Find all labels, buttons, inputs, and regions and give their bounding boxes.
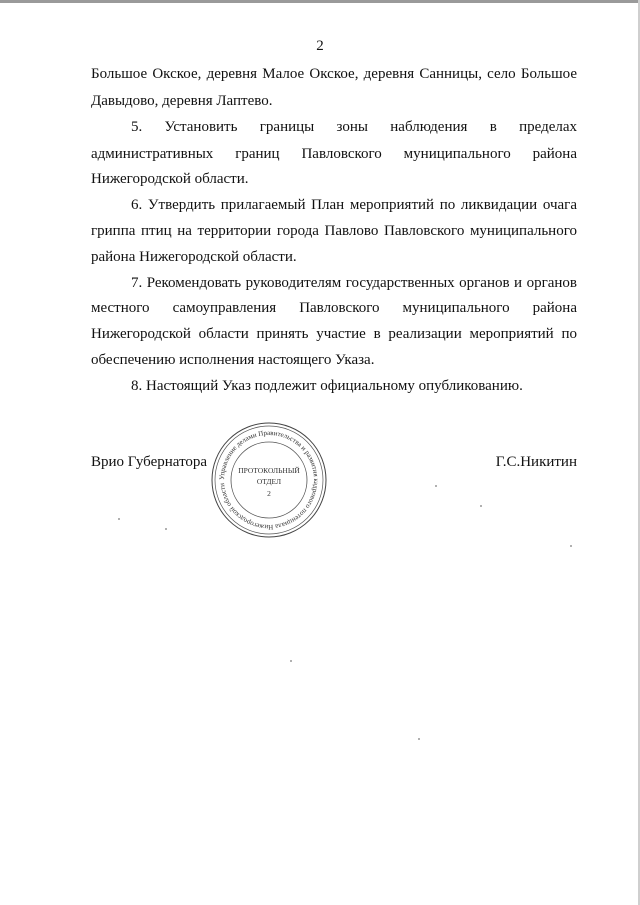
stamp-ring-text: Управление делами Правительства и развития кадрового потенциала Нижегородской области <box>217 428 321 532</box>
scan-speck <box>480 505 482 507</box>
scan-speck <box>118 518 120 520</box>
scan-speck <box>165 528 167 530</box>
stamp-center-line2: ОТДЕЛ <box>256 477 282 486</box>
text-line: Давыдово, деревня Лаптево. <box>91 93 273 109</box>
item-7-line: 7. Рекомендовать руководителям государственных органов и органов <box>131 275 577 291</box>
scan-speck <box>435 485 437 487</box>
scan-speck <box>570 545 572 547</box>
text-line: обеспечению исполнения настоящего Указа. <box>91 352 375 368</box>
text-line: местного самоуправления Павловского муниципального района <box>91 300 577 316</box>
text-line: района Нижегородской области. <box>91 249 297 265</box>
stamp-center-number: 2 <box>267 489 271 498</box>
text-line: гриппа птиц на территории города Павлово Павловского муниципального <box>91 223 577 239</box>
item-6-line: 6. Утвердить прилагаемый План мероприятий по ликвидации очага <box>131 197 577 213</box>
page-number: 2 <box>316 38 324 54</box>
scan-speck <box>290 660 292 662</box>
official-stamp <box>210 421 328 539</box>
item-8-line: 8. Настоящий Указ подлежит официальному опубликованию. <box>131 378 523 394</box>
signature-title: Врио Губернатора <box>91 454 208 470</box>
signature-name: Г.С.Никитин <box>495 454 577 470</box>
item-5-line: 5. Установить границы зоны наблюдения в пределах <box>131 119 577 135</box>
stamp-center-line1: ПРОТОКОЛЬНЫЙ <box>238 466 300 475</box>
scan-top-edge <box>0 0 640 3</box>
text-line: Нижегородской области. <box>91 171 249 187</box>
text-line: административных границ Павловского муниципального района <box>91 146 577 162</box>
scan-speck <box>418 738 420 740</box>
text-line: Большое Окское, деревня Малое Окское, деревня Санницы, село Большое <box>91 66 577 82</box>
text-line: Нижегородской области принять участие в реализации мероприятий по <box>91 326 577 342</box>
